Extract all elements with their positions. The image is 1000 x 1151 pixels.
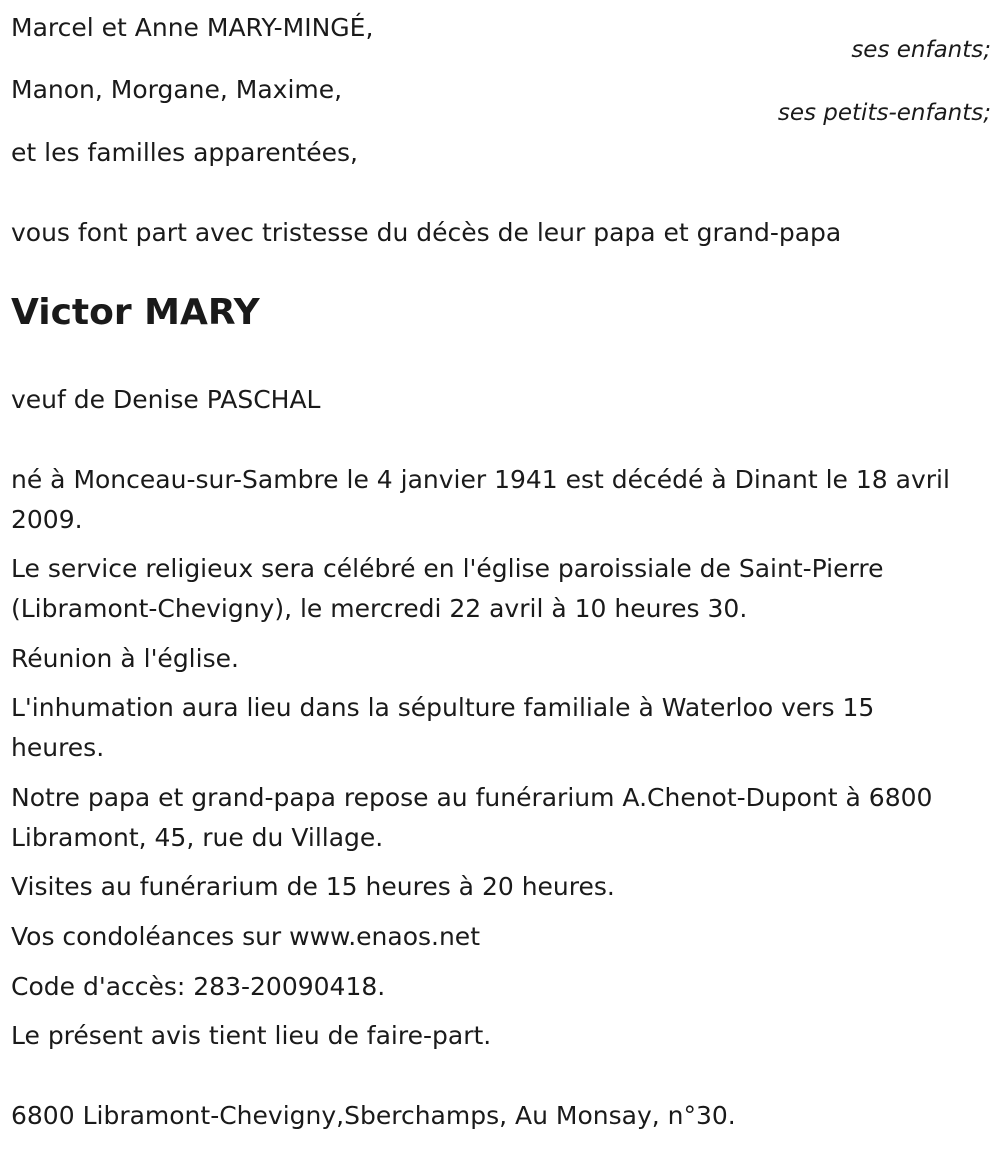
deceased-name: Victor MARY xyxy=(11,292,260,333)
visits-paragraph: Visites au funérarium de 15 heures à 20 heures. xyxy=(11,872,615,901)
grandchildren-names: Manon, Morgane, Maxime, xyxy=(11,75,343,104)
access-code-paragraph: Code d'accès: 283-20090418. xyxy=(11,972,386,1001)
notice-paragraph: Le présent avis tient lieu de faire-part. xyxy=(11,1021,492,1050)
grandchildren-role: ses petits-enfants; xyxy=(777,100,991,126)
burial-paragraph: L'inhumation aura lieu dans la sépulture familiale à Waterloo vers 15 heures. xyxy=(11,693,875,762)
funeral-home-paragraph: Notre papa et grand-papa repose au funérarium A.Chenot-Dupont à 6800 Libramont, 45, rue du Village. xyxy=(11,783,933,852)
birth-death-paragraph: né à Monceau-sur-Sambre le 4 janvier 1941 est décédé à Dinant le 18 avril 2009. xyxy=(11,465,950,534)
children-role: ses enfants; xyxy=(851,37,991,63)
meeting-paragraph: Réunion à l'église. xyxy=(11,644,239,673)
widower-line: veuf de Denise PASCHAL xyxy=(11,385,321,414)
condolences-paragraph[interactable]: Vos condoléances sur www.enaos.net xyxy=(11,922,480,951)
announcement-text: vous font part avec tristesse du décès de leur papa et grand-papa xyxy=(11,218,842,247)
relatives-line: et les familles apparentées, xyxy=(11,138,358,167)
address-line: 6800 Libramont-Chevigny,Sberchamps, Au Monsay, n°30. xyxy=(11,1101,736,1130)
children-names: Marcel et Anne MARY-MINGÉ, xyxy=(11,13,374,42)
service-paragraph: Le service religieux sera célébré en l'église paroissiale de Saint-Pierre (Libramont-Chevigny), le mercredi 22 avril à 10 heures 30. xyxy=(11,554,884,623)
